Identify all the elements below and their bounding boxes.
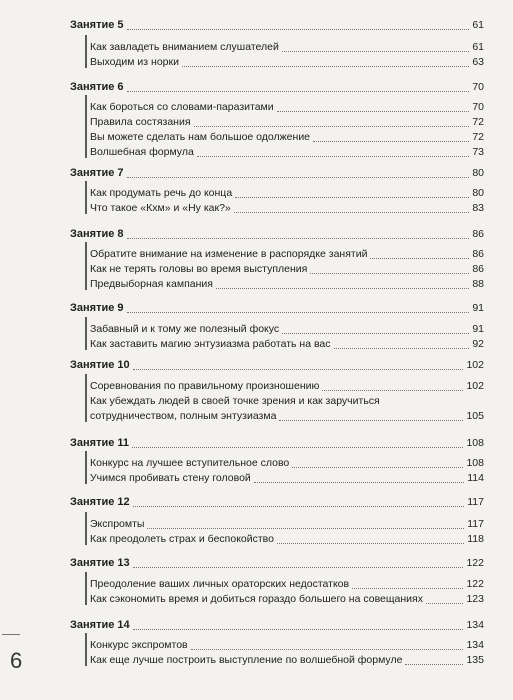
toc-entry-page: 117 <box>467 518 484 530</box>
section-heading-leader <box>132 447 463 448</box>
toc-entry-page: 72 <box>472 131 484 143</box>
toc-entry-page: 83 <box>472 202 484 214</box>
section-bar <box>85 572 87 605</box>
toc-entry-leader <box>426 603 464 604</box>
toc-entry-page: 70 <box>472 101 484 113</box>
toc-entry-text: Конкурс на лучшее вступительное слово <box>90 457 290 469</box>
toc-entry-page: 61 <box>472 41 484 53</box>
toc-entry-page: 114 <box>467 472 484 484</box>
toc-entry-leader <box>197 156 470 157</box>
toc-entry-page: 86 <box>472 248 484 260</box>
toc-entry-page: 105 <box>466 410 484 422</box>
toc-entry-leader <box>279 420 463 421</box>
toc-entry-text: Соревнования по правильному произношению <box>90 380 320 392</box>
toc-entry-leader <box>405 664 463 665</box>
section-heading-page: 102 <box>466 359 484 371</box>
toc-entry-text: Как продумать речь до конца <box>90 187 233 199</box>
toc-entry-page: 122 <box>466 578 484 590</box>
section-heading-leader <box>127 238 470 239</box>
toc-entry-leader <box>370 258 469 259</box>
toc-entry-leader <box>147 528 464 529</box>
toc-entry-text: Экспромты <box>90 518 145 530</box>
toc-entry-text: Как сэкономить время и добиться гораздо большего на совещаниях <box>90 593 423 605</box>
toc-entry-text: Как убеждать людей в своей точке зрения и как заручиться <box>90 395 380 407</box>
toc-entry-page: 72 <box>472 116 484 128</box>
toc-entry-page: 134 <box>466 639 484 651</box>
toc-entry-leader <box>322 390 463 391</box>
section-heading-leader <box>127 91 470 92</box>
section-bar <box>85 181 87 214</box>
toc-entry-text: Волшебная формула <box>90 146 194 158</box>
toc-entry-page: 108 <box>466 457 484 469</box>
section-heading-leader <box>133 629 464 630</box>
toc-entry-leader <box>194 126 470 127</box>
section-heading-text: Занятие 12 <box>70 496 130 508</box>
section-bar <box>85 451 87 484</box>
section-heading-leader <box>133 506 465 507</box>
section-heading-text: Занятие 7 <box>70 167 124 179</box>
toc-entry-leader <box>334 348 470 349</box>
page-number-rule <box>2 634 20 635</box>
section-bar <box>85 512 87 545</box>
toc-entry-leader <box>310 273 469 274</box>
page-number: 6 <box>10 648 23 673</box>
toc-entry-leader <box>282 333 469 334</box>
toc-entry-page: 135 <box>466 654 484 666</box>
toc-entry-page: 80 <box>472 187 484 199</box>
section-bar <box>85 317 87 350</box>
toc-entry-text: Конкурс экспромтов <box>90 639 188 651</box>
toc-entry-page: 92 <box>472 338 484 350</box>
section-heading-page: 108 <box>466 437 484 449</box>
toc-entry-leader <box>277 543 464 544</box>
toc-entry-page: 63 <box>472 56 484 68</box>
section-heading-text: Занятие 5 <box>70 19 124 31</box>
section-heading-page: 61 <box>472 19 484 31</box>
toc-entry-page: 73 <box>472 146 484 158</box>
toc-entry-leader <box>234 212 470 213</box>
toc-entry-text: Вы можете сделать нам большое одолжение <box>90 131 311 143</box>
section-heading-page: 86 <box>472 228 484 240</box>
section-heading-leader <box>133 567 464 568</box>
section-heading-leader <box>127 29 470 30</box>
toc-entry-page: 86 <box>472 263 484 275</box>
section-heading-page: 70 <box>472 81 484 93</box>
toc-entry-leader <box>313 141 469 142</box>
toc-entry-text: Как бороться со словами-паразитами <box>90 101 274 113</box>
section-heading-page: 122 <box>466 557 484 569</box>
section-heading-text: Занятие 10 <box>70 359 130 371</box>
toc-entry-text: Как завладеть вниманием слушателей <box>90 41 279 53</box>
toc-entry-text: Забавный и к тому же полезный фокус <box>90 323 280 335</box>
toc-entry-page: 118 <box>467 533 484 545</box>
toc-entry-text: Предвыборная кампания <box>90 278 213 290</box>
toc-entry-text: Преодоление ваших личных ораторских недостатков <box>90 578 350 590</box>
toc-entry-page: 123 <box>466 593 484 605</box>
toc-entry-text: Что такое «Кхм» и «Ну как?» <box>90 202 231 214</box>
section-bar <box>85 374 87 422</box>
toc-entry-text: Как преодолеть страх и беспокойство <box>90 533 274 545</box>
section-heading-text: Занятие 6 <box>70 81 124 93</box>
toc-entry-text: Учимся пробивать стену головой <box>90 472 251 484</box>
toc-entry-leader <box>352 588 463 589</box>
toc-entry-leader <box>182 66 469 67</box>
toc-entry-text: Как заставить магию энтузиазма работать на вас <box>90 338 331 350</box>
toc-entry-leader <box>235 197 469 198</box>
section-heading-text: Занятие 14 <box>70 619 130 631</box>
toc-entry-text: Обратите внимание на изменение в распорядке занятий <box>90 248 368 260</box>
section-bar <box>85 633 87 666</box>
toc-entry-leader <box>282 51 469 52</box>
section-heading-text: Занятие 8 <box>70 228 124 240</box>
toc-entry-text: Правила состязания <box>90 116 191 128</box>
section-heading-text: Занятие 9 <box>70 302 124 314</box>
toc-entry-text: Как не терять головы во время выступления <box>90 263 308 275</box>
toc-entry-page: 88 <box>472 278 484 290</box>
section-heading-leader <box>127 177 470 178</box>
toc-entry-text: Выходим из норки <box>90 56 179 68</box>
section-bar <box>85 35 87 68</box>
toc-entry-leader <box>191 649 464 650</box>
toc-entry-page: 102 <box>466 380 484 392</box>
section-heading-page: 117 <box>467 496 484 508</box>
section-bar <box>85 95 87 158</box>
section-heading-leader <box>127 312 470 313</box>
toc-entry-leader <box>277 111 470 112</box>
toc-entry-text: Как еще лучше построить выступление по волшебной формуле <box>90 654 403 666</box>
section-heading-page: 80 <box>472 167 484 179</box>
section-heading-page: 134 <box>466 619 484 631</box>
toc-entry-page: 91 <box>472 323 484 335</box>
section-bar <box>85 242 87 290</box>
toc-entry-leader <box>216 288 469 289</box>
toc-entry-leader <box>254 482 464 483</box>
section-heading-text: Занятие 13 <box>70 557 130 569</box>
section-heading-leader <box>133 369 464 370</box>
section-heading-text: Занятие 11 <box>70 437 130 449</box>
toc-entry-leader <box>292 467 463 468</box>
toc-entry-text: сотрудничеством, полным энтузиазма <box>90 410 277 422</box>
section-heading-page: 91 <box>472 302 484 314</box>
